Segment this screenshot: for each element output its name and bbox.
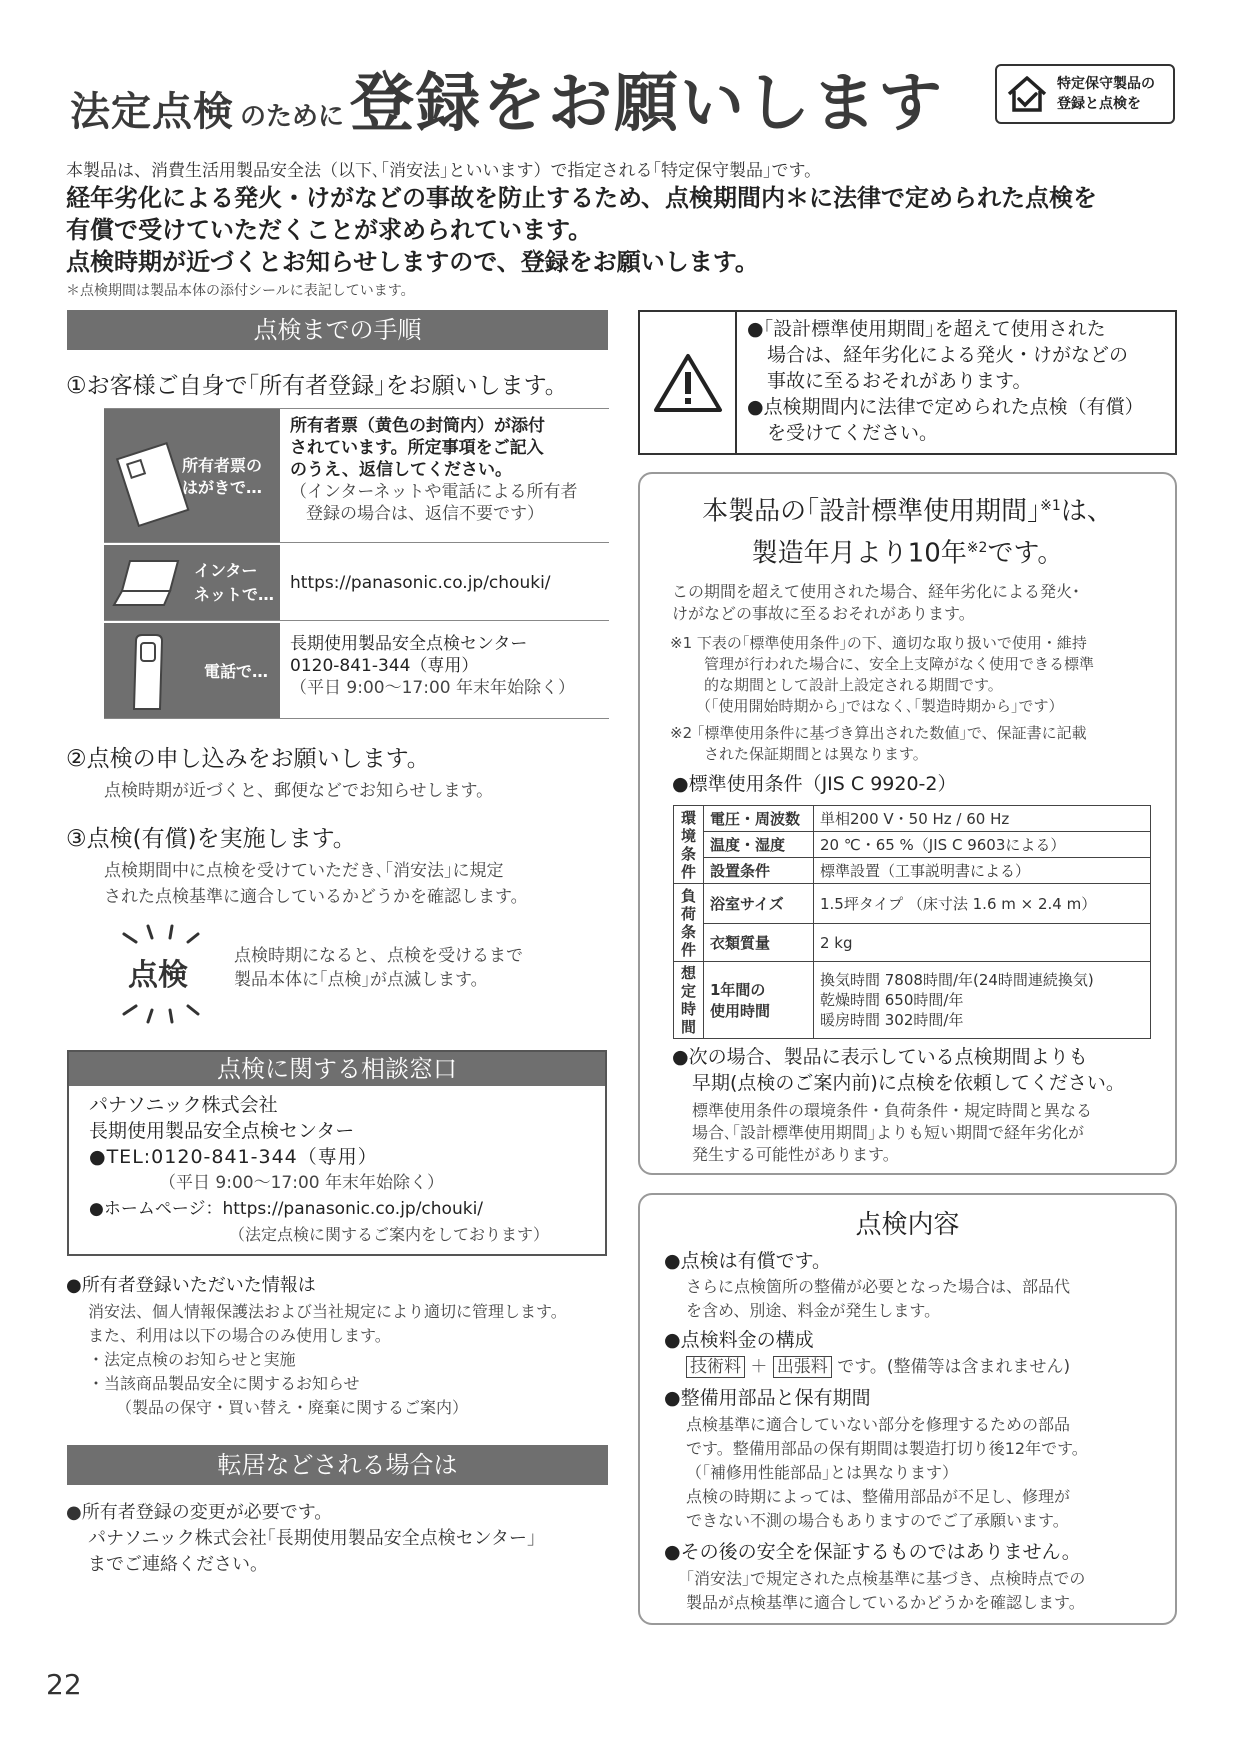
method-phone-icon-cell [104,623,280,718]
fee-tail: です。(整備等は含まれません) [837,1357,1071,1377]
blink-line2: 製品本体に｢点検｣が点滅します。 [234,970,488,990]
content-h4: ●その後の安全を保証するものではありません。 [664,1541,1081,1563]
page-number: 22 [46,1668,82,1701]
early-line2: 早期(点検のご案内前)に点検を依頼してください。 [692,1072,1125,1094]
period-desc2: けがなどの事故に至るおそれがあります。 [672,604,975,624]
table-key-hours1: 1年間の [710,981,766,999]
intro-bold-line1: 経年劣化による発火・けがなどの事故を防止するため、点検期間内＊に法律で定められた点検を [66,184,1098,212]
early-desc2: 場合､｢設計標準使用期間｣よりも短い期間で経年劣化が [692,1123,1085,1142]
table-val-install: 標準設置（工事説明書による） [814,858,1151,884]
early-desc1: 標準使用条件の環境条件・負荷条件・規定時間と異なる [692,1101,1093,1120]
period-title-line2 [640,530,1175,572]
warning-triangle-icon [652,352,724,414]
period-title2b: です。 [987,538,1064,569]
note1-line3: 的な期間として設計上設定される期間です。 [704,676,1003,695]
period-title1a: 本製品の｢設計標準使用期間｣ [702,496,1041,527]
content-p1-line1: さらに点検箇所の整備が必要となった場合は、部品代 [686,1277,1071,1296]
contact-bar: 点検に関する相談窓口 [69,1052,605,1086]
intro-note: ＊点検期間は製品本体の添付シールに表記しています。 [66,283,415,299]
badge-line2: 登録と点検を [1057,96,1141,112]
title-part1: 法定点検 [70,89,234,135]
badge-line1: 特定保守製品の [1057,76,1155,92]
step1-heading: ①お客様ご自身で｢所有者登録｣をお願いします。 [66,373,568,399]
note2-line1: ※2 ｢標準使用条件に基づき算出された数値｣で、保証書に記載 [670,724,1087,743]
warning-line4: ●点検期間内に法律で定められた点検（有償） [747,396,1144,418]
period-desc1: この期間を超えて使用された場合、経年劣化による発火･ [672,582,1081,602]
usage-conditions-table [673,805,1151,1039]
method-phone-line1: 長期使用製品安全点検センター [290,634,528,654]
privacy-line5: （製品の保守・買い替え・廃棄に関するご案内） [116,1398,469,1417]
contact-company: パナソニック株式会社 [89,1094,278,1116]
table-key-cloth: 衣類質量 [704,924,814,962]
laptop-icon [112,555,192,611]
fee-travel: 出張料 [773,1356,832,1378]
table-key-install: 設置条件 [704,858,814,884]
blink-description [234,944,523,992]
method-internet-label2: ネットで… [194,585,275,604]
note1-line2: 管理が行われた場合に、安全上支障がなく使用できる標準 [704,655,1095,674]
title-part2: のために [240,102,345,132]
title-part3: 登録をお願いします [350,67,945,141]
note1-line4: （｢使用開始時期から｣ではなく､｢製造時期から｣です） [696,697,1064,716]
privacy-section [66,1272,611,1420]
privacy-heading: ●所有者登録いただいた情報は [66,1275,316,1296]
content-title: 点検内容 [855,1210,960,1240]
warning-line5: を受けてください。 [767,422,939,444]
content-p3-line4: 点検の時期によっては、整備用部品が不足し、修理が [686,1487,1071,1506]
content-p3-line1: 点検基準に適合していない部分を修理するための部品 [686,1415,1071,1434]
method-postcard-label1: 所有者票の [182,456,263,475]
method-phone-line3: （平日 9:00〜17:00 年末年始除く） [290,678,575,698]
table-row [674,858,1151,884]
content-h3: ●整備用部品と保有期間 [664,1387,871,1409]
warning-icon-cell [640,312,737,453]
content-p3-line2: です。整備用部品の保有期間は製造打切り後12年です。 [686,1439,1088,1458]
period-title2-sup: ※2 [966,539,988,556]
period-title2a: 製造年月より10年 [751,538,967,569]
method-postcard-label2: はがきで… [182,478,263,497]
period-title-line1 [640,488,1175,530]
content-p4-line2: 製品が点検基準に適合しているかどうかを確認します。 [686,1593,1085,1612]
contact-web-note: （法定点検に関するご案内をしております） [229,1225,550,1244]
table-row [674,806,1151,832]
method-phone-label: 電話で… [204,662,269,681]
method-postcard-line5: 登録の場合は、返信不要です） [306,504,544,524]
content-p3-line3: （｢補修用性能部品｣とは異なります） [686,1463,959,1482]
method-phone-line2[interactable]: 0120-841-344（専用） [290,656,479,676]
moving-line3: までご連絡ください。 [88,1554,268,1575]
contact-center: 長期使用製品安全点検センター [89,1120,355,1142]
method-postcard [104,408,609,543]
table-cat-env: 環境条件 [674,806,704,884]
moving-bar: 転居などされる場合は [67,1445,608,1485]
note1-line1: ※1 下表の｢標準使用条件｣の下、適切な取り扱いで使用・維持 [670,634,1087,653]
table-key-voltage: 電圧・周波数 [704,806,814,832]
period-title1b: は、 [1060,496,1113,527]
table-row [674,962,1151,1039]
table-val-cloth: 2 kg [814,924,1151,962]
moving-line2: パナソニック株式会社｢長期使用製品安全点検センター｣ [88,1528,537,1549]
privacy-line1: 消安法、個人情報保護法および当社規定により適切に管理します。 [88,1302,567,1321]
content-p3-line5: できない不測の場合もありますのでご了承願います。 [686,1511,1069,1530]
procedure-bar: 点検までの手順 [67,310,608,350]
step3-line1: 点検期間中に点検を受けていただき､｢消安法｣に規定 [104,861,504,881]
step2-description: 点検時期が近づくと、郵便などでお知らせします。 [104,781,494,801]
table-val-hours1: 換気時間 7808時間/年(24時間連続換気) [820,971,1094,989]
privacy-line2: また、利用は以下の場合のみ使用します。 [88,1326,391,1345]
method-postcard-line1: 所有者票（黄色の封筒内）が添付 [290,416,545,436]
intro-bold-line2: 有償で受けていただくことが求められています。 [66,216,593,244]
method-postcard-icon-cell [104,409,280,542]
table-key-temp: 温度・湿度 [704,832,814,858]
table-cat-load: 負荷条件 [674,884,704,962]
table-row [674,924,1151,962]
table-val-bath: 1.5坪タイプ （床寸法 1.6 m × 2.4 m） [814,884,1151,924]
moving-line1: ●所有者登録の変更が必要です。 [66,1502,333,1523]
table-val-hours [814,962,1151,1039]
blink-indicator: 点検 [128,958,188,993]
warning-line3: 事故に至るおそれがあります。 [767,370,1032,392]
early-line1: ●次の場合、製品に表示している点検期間よりも [672,1046,1088,1068]
step3-heading: ③点検(有償)を実施します。 [66,826,356,852]
intro-bold-line3: 点検時期が近づくとお知らせしますので、登録をお願いします。 [66,248,759,276]
method-phone [104,623,609,719]
specified-maintenance-badge [995,64,1175,124]
content-h2: ●点検料金の構成 [664,1329,814,1351]
early-description [692,1100,1162,1166]
page-title [70,52,990,142]
contact-tel-hours: （平日 9:00〜17:00 年末年始除く） [159,1173,444,1193]
content-h1: ●点検は有償です。 [664,1250,832,1272]
table-val-temp: 20 ℃・65 %（JIS C 9603による） [814,832,1151,858]
table-key-hours [704,962,814,1039]
privacy-line4: ・当該商品製品安全に関するお知らせ [88,1374,360,1393]
note2-line2: された保証期間とは異なります。 [704,745,928,764]
period-title1-sup: ※1 [1040,498,1061,514]
registration-url[interactable]: https://panasonic.co.jp/chouki/ [290,572,551,593]
table-val-voltage: 単相200 V・50 Hz / 60 Hz [814,806,1151,832]
method-internet-icon-cell [104,545,280,620]
method-internet [104,545,609,621]
table-val-hours3: 暖房時間 302時間/年 [820,1011,964,1029]
early-desc3: 発生する可能性があります。 [692,1145,899,1164]
warning-line2: 場合は、経年劣化による発火・けがなどの [767,344,1129,366]
step3-description [104,858,528,910]
phone-icon [130,631,166,713]
table-key-hours2: 使用時間 [710,1002,771,1020]
table-row [674,884,1151,924]
warning-box [638,310,1177,455]
method-postcard-line2: されています。所定事項をご記入 [290,438,544,458]
content-panel [638,1193,1177,1625]
intro-text: 本製品は、消費生活用製品安全法（以下､｢消安法｣といいます）で指定される｢特定保守製品｣です。 [66,161,822,181]
blink-line1: 点検時期になると、点検を受けるまで [234,946,523,966]
method-internet-label1: インター [194,561,258,580]
content-p1-line2: を含め、別途、料金が発生します。 [686,1301,941,1320]
step2-heading: ②点検の申し込みをお願いします。 [66,746,430,772]
table-cat-time: 想定時間 [674,962,704,1039]
fee-technical: 技術料 [686,1356,745,1378]
table-val-hours2: 乾燥時間 650時間/年 [820,991,964,1009]
early-inspection-notice [672,1044,1152,1096]
table-row [674,832,1151,858]
privacy-line3: ・法定点検のお知らせと実施 [88,1350,296,1369]
house-check-icon [1005,72,1049,116]
contact-tel[interactable]: ●TEL:0120-841-344（専用） [89,1146,378,1168]
content-p4-line1: ｢消安法｣で規定された点検基準に基づき、点検時点での [686,1569,1086,1588]
contact-web[interactable]: ●ホームページ：https://panasonic.co.jp/chouki/ [89,1199,484,1219]
conditions-heading: ●標準使用条件（JIS C 9920-2） [672,773,957,795]
step3-line2: された点検基準に適合しているかどうかを確認します。 [104,887,528,907]
intro-bold [66,182,1166,278]
warning-line1: ●｢設計標準使用期間｣を超えて使用された [747,318,1106,340]
method-postcard-line4: （インターネットや電話による所有者 [290,482,578,502]
contact-box [67,1050,607,1256]
fee-structure [664,1355,1155,1379]
moving-section [66,1500,611,1578]
method-postcard-line3: のうえ、返信してください。 [290,460,513,480]
table-key-bath: 浴室サイズ [704,884,814,924]
fee-plus: ＋ [750,1357,768,1377]
